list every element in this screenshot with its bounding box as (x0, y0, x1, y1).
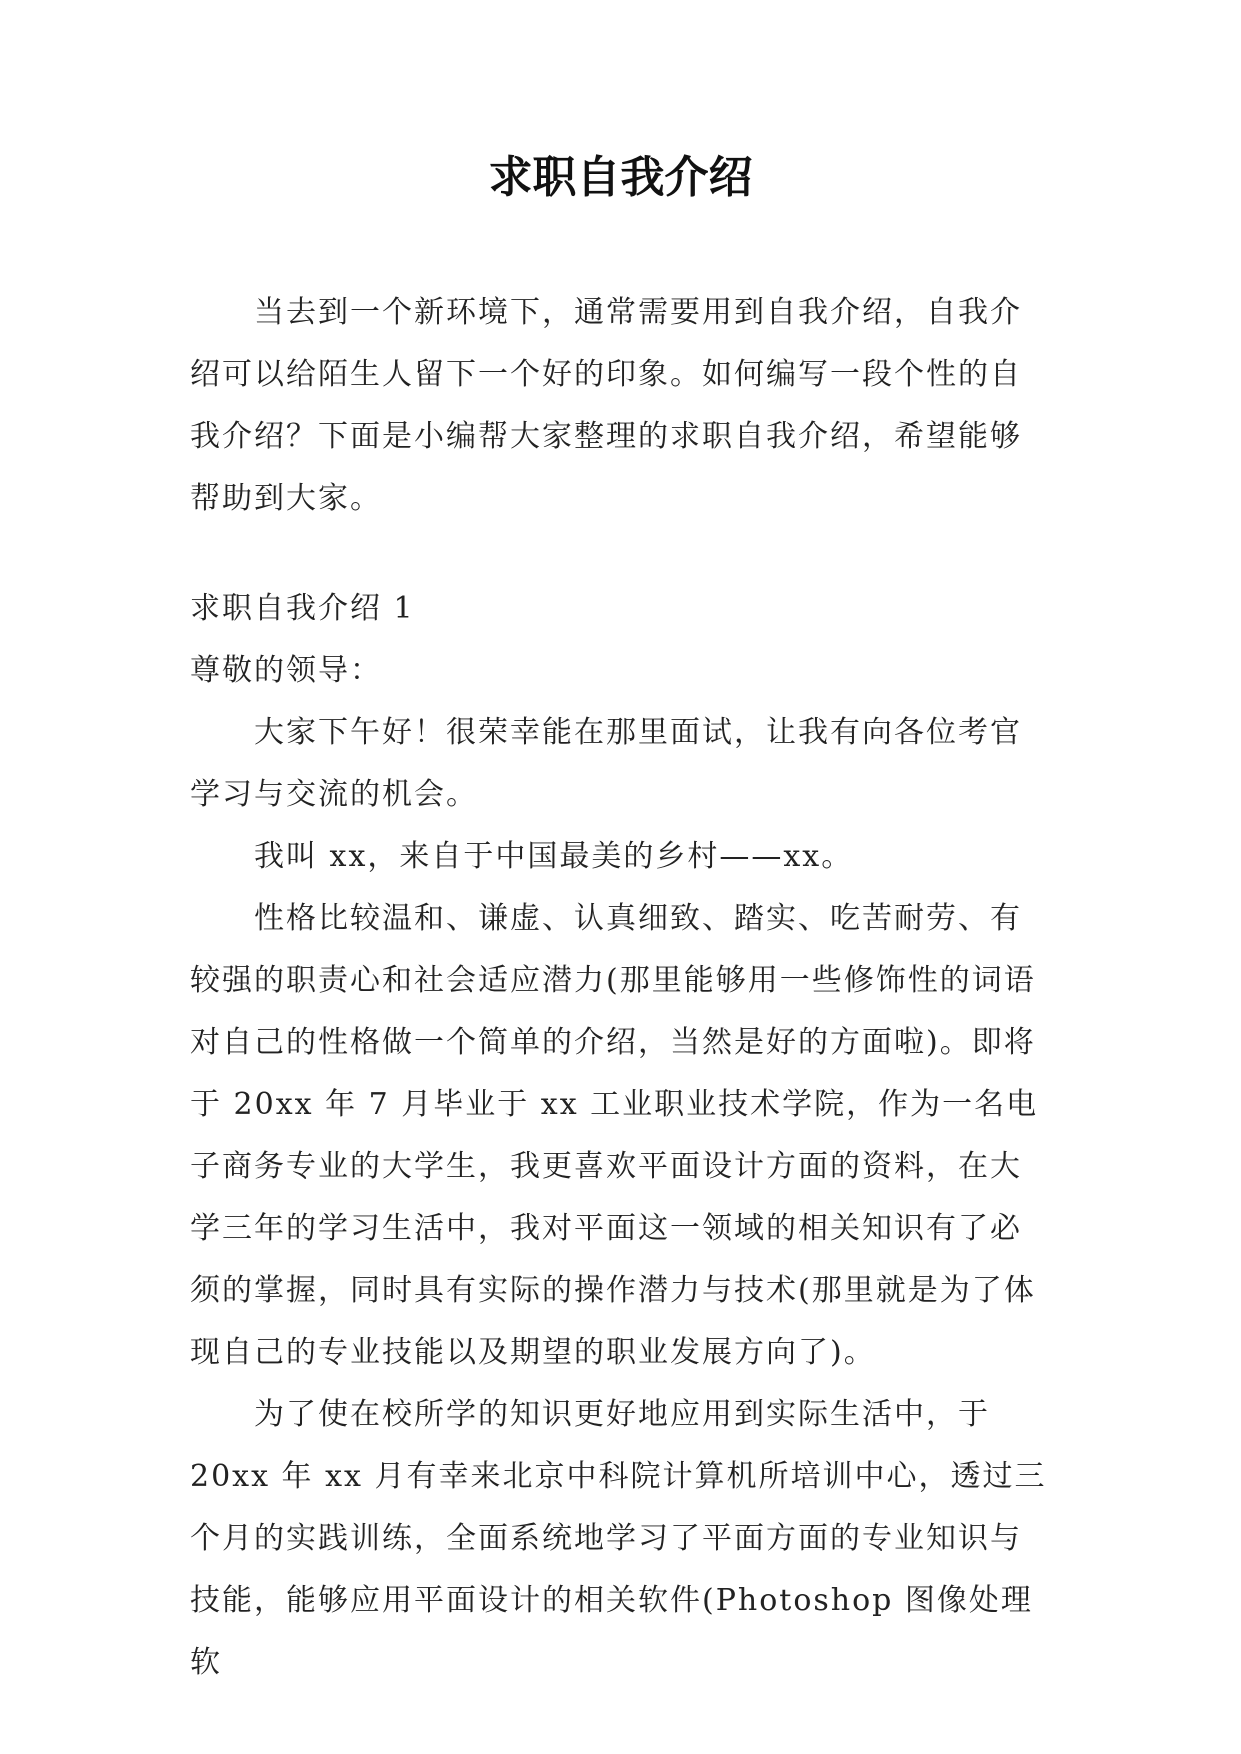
body-paragraph: 为了使在校所学的知识更好地应用到实际生活中，于 20xx 年 xx 月有幸来北京中科院计算机所培训中心，透过三个月的实践训练，全面系统地学习了平面方面的专业知识与技能，能够应用平面设计的相关软件(Photoshop 图像处理软 (190, 1397, 1047, 1680)
main-section (190, 578, 1050, 1694)
section-heading: 求职自我介绍 1 (190, 591, 415, 626)
salutation: 尊敬的领导： (190, 653, 382, 688)
body-paragraph: 我叫 xx，来自于中国最美的乡村——xx。 (254, 839, 854, 874)
body-paragraph: 大家下午好！很荣幸能在那里面试，让我有向各位考官学习与交流的机会。 (190, 715, 1022, 812)
intro-paragraph: 当去到一个新环境下，通常需要用到自我介绍，自我介绍可以给陌生人留下一个好的印象。如何编写一段个性的自我介绍？下面是小编帮大家整理的求职自我介绍，希望能够帮助到大家。 (190, 295, 1022, 516)
document-title: 求职自我介绍 (488, 152, 753, 203)
intro-section (190, 282, 1050, 530)
body-paragraph: 性格比较温和、谦虚、认真细致、踏实、吃苦耐劳、有较强的职责心和社会适应潜力(那里能够用一些修饰性的词语对自己的性格做一个简单的介绍，当然是好的方面啦)。即将于 20xx 年 7 月毕业于 xx 工业职业技术学院，作为一名电子商务专业的大学生，我更喜欢平面设计方面的资料，在大学三年的学习生活中，我对平面这一领域的相关知识有了必须的掌握，同时具有实际的操作潜力与技术(那里就是为了体现自己的专业技能以及期望的职业发展方向了)。 (190, 901, 1039, 1370)
